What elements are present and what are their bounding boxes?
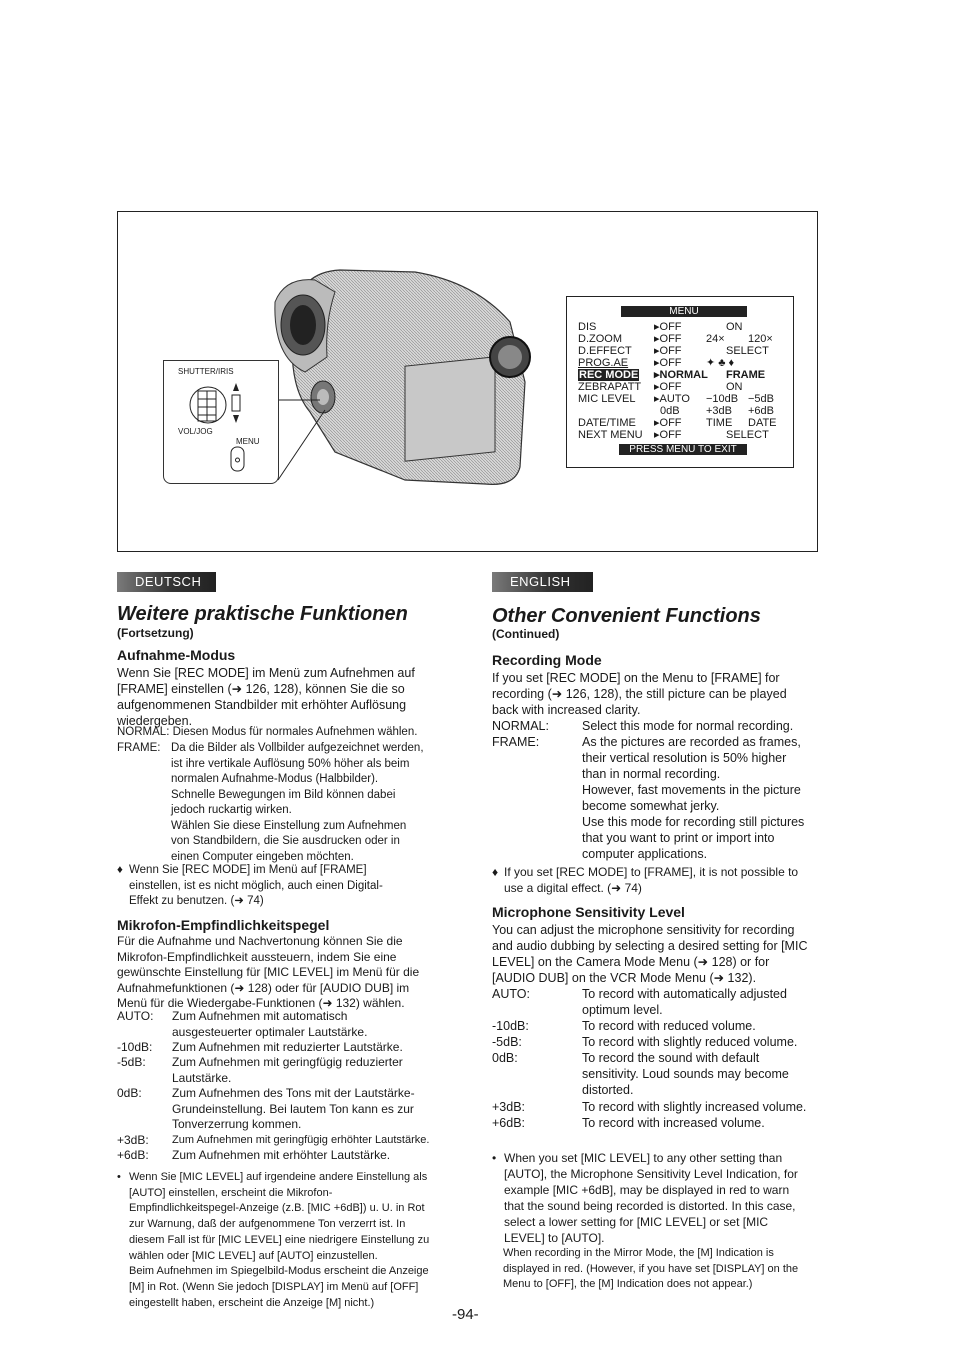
section-subtitle-de: (Fortsetzung) — [117, 626, 194, 640]
section-title-de: Weitere praktische Funktionen — [117, 603, 408, 625]
menu-button-icon — [228, 445, 248, 475]
menu-row: 0dB +3dB +6dB — [660, 405, 774, 417]
prog-ae-icons: ✦ ♣ ♦ — [706, 357, 735, 369]
control-callout — [163, 360, 279, 484]
menu-screen-title: MENU — [621, 306, 747, 317]
paragraph-mikrofon-intro: Für die Aufnahme und Nachvertonung können Sie die Mikrofon-Empfindlichkeit aussteuern, indem Sie eine gewünschte Einstellung für [MIC LEVEL] im Menü für die Aufnahmefunktionen (➜ 128) oder für [AUDIO DUB] im Menü für die Wiedergabe-Funktionen (➜ 132) wählen. — [117, 934, 420, 1010]
page-number: -94- — [452, 1306, 479, 1323]
vol-jog-label: VOL/JOG — [178, 427, 213, 436]
heading-microphone: Microphone Sensitivity Level — [492, 904, 685, 920]
menu-row: MIC LEVEL ▸AUTO −10dB −5dB — [578, 393, 774, 405]
heading-mikrofon: Mikrofon-Empfindlichkeitspegel — [117, 917, 330, 933]
section-subtitle-en: (Continued) — [492, 627, 560, 641]
menu-row: NEXT MENU ▸OFF SELECT — [578, 429, 769, 441]
frame-definition-de: Da die Bilder als Vollbilder aufgezeichnet werden, ist ihre vertikale Auflösung 50% höher als beim normalen Aufnahme-Modus (Halbbilder). Schnelle Bewegungen im Bild können dabei jedoch ruckartig wirken. Wählen Sie diese Einstellung zum Aufnehmen von Standbildern, die Sie ausdrucken oder in einen Computer eingeben möchten. — [171, 742, 424, 863]
shutter-iris-label: SHUTTER/IRIS — [178, 367, 234, 376]
menu-row: D.ZOOM ▸OFF 24× 120× — [578, 333, 773, 345]
language-tag-en: ENGLISH — [492, 572, 593, 592]
note-mirror-mode-en: When recording in the Mirror Mode, the [M] Indication is displayed in red. (However, if you have set [DISPLAY] on the Menu to [OFF], the [M] Indication does not appear.) — [503, 1247, 799, 1291]
paragraph-aufnahme-intro: Wenn Sie [REC MODE] im Menü zum Aufnehmen auf [FRAME] einstellen (➜ 126, 128), können Sie die so aufgenommenen Standbilder mit erhöhter Auflösung wiedergeben. — [117, 666, 415, 728]
menu-row: PROG.AE ▸OFF ✦ ♣ ♦ — [578, 357, 735, 369]
menu-row-selected: REC MODE ▸NORMAL FRAME — [579, 369, 766, 381]
section-title-en: Other Convenient Functions — [492, 605, 761, 627]
menu-label: MENU — [236, 437, 260, 446]
paragraph-microphone-intro: You can adjust the microphone sensitivity for recording and audio dubbing by selecting a desired setting for [MIC LEVEL] on the Camera Mode Menu (➜ 128) or for [AUDIO DUB] on the VCR Mode Menu (➜ 132). — [492, 923, 808, 985]
menu-row: D.EFFECT ▸OFF SELECT — [578, 345, 769, 357]
language-tag-de: DEUTSCH — [117, 572, 216, 592]
menu-screen-footer: PRESS MENU TO EXIT — [619, 444, 747, 455]
heading-aufnahme-modus: Aufnahme-Modus — [117, 647, 236, 663]
frame-key-de: FRAME: — [117, 742, 161, 754]
menu-row: ZEBRAPATT ▸OFF ON — [578, 381, 743, 393]
menu-row: DATE/TIME ▸OFF TIME DATE — [578, 417, 777, 429]
heading-recording-mode: Recording Mode — [492, 652, 602, 668]
normal-definition-de: NORMAL: Diesen Modus für normales Aufnehmen wählen. — [117, 726, 418, 738]
menu-screen — [566, 296, 794, 468]
menu-row: DIS ▸OFF ON — [578, 321, 743, 333]
paragraph-recording-intro: If you set [REC MODE] on the Menu to [FRAME] for recording (➜ 126, 128), the still picture can be played back with increased clarity. — [492, 671, 787, 717]
